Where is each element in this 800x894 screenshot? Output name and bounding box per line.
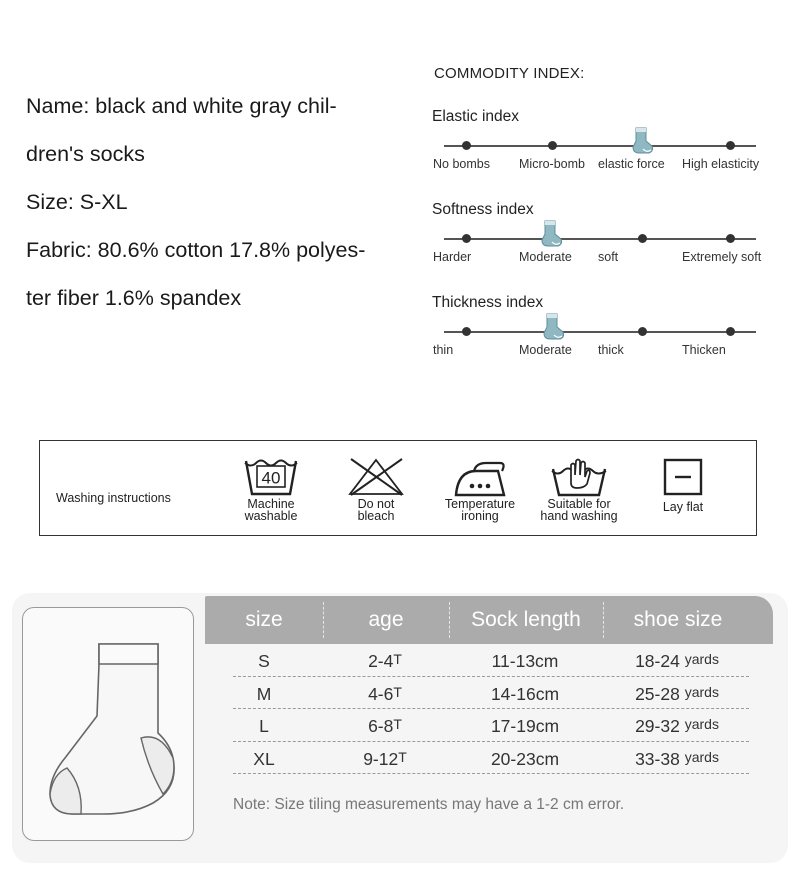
header-sock-length: Sock length xyxy=(471,608,581,631)
scale-label: Moderate xyxy=(519,343,572,357)
elastic-index xyxy=(432,108,792,188)
scale-dot xyxy=(726,141,735,150)
scale-label: thick xyxy=(598,343,624,357)
machine-wash-40-icon xyxy=(242,457,300,497)
scale-label: thin xyxy=(433,343,454,357)
size-table xyxy=(205,596,773,813)
index-scale-line xyxy=(444,238,756,240)
scale-label: No bombs xyxy=(433,157,490,171)
softness-index-name: Softness index xyxy=(432,201,534,218)
index-scale-line xyxy=(444,331,756,333)
cell-size: L xyxy=(259,716,269,736)
sock-marker-icon xyxy=(538,219,564,249)
scale-dot xyxy=(638,234,647,243)
cell-size: S xyxy=(258,651,270,671)
wash-item-machine xyxy=(236,457,306,522)
product-info-line: dren's socks xyxy=(26,142,145,166)
size-table-header xyxy=(205,596,773,644)
thickness-index xyxy=(432,294,792,374)
scale-label: High elasticity xyxy=(682,157,760,171)
scale-dot xyxy=(726,327,735,336)
scale-dot xyxy=(726,234,735,243)
cell-size: XL xyxy=(253,748,275,769)
sock-marker-icon xyxy=(629,126,655,156)
hand-wash-icon xyxy=(549,457,609,497)
cell-age: 4-6T xyxy=(368,683,402,704)
cell-shoe: 25-28 yards xyxy=(635,683,719,704)
wash-label: Machine washable xyxy=(244,497,298,523)
elastic-index-name: Elastic index xyxy=(432,108,520,125)
product-info-line: Fabric: 80.6% cotton 17.8% polyes- xyxy=(26,238,366,262)
no-bleach-icon xyxy=(346,457,406,497)
softness-index xyxy=(432,201,792,281)
header-size: size xyxy=(245,608,283,631)
cell-length: 17-19cm xyxy=(490,716,560,736)
sock-outline-icon xyxy=(23,608,193,840)
scale-label: Extremely soft xyxy=(682,250,762,264)
size-note: Note: Size tiling measurements may have a 1-2 cm error. xyxy=(233,796,625,813)
product-info-line: Name: black and white gray chil- xyxy=(26,94,337,118)
header-age: age xyxy=(368,608,404,631)
scale-dot xyxy=(462,234,471,243)
cell-size: M xyxy=(256,683,272,704)
washing-instructions xyxy=(39,440,757,536)
cell-length: 20-23cm xyxy=(490,748,560,769)
cell-length: 14-16cm xyxy=(490,683,560,704)
cell-shoe: 18-24 yards xyxy=(635,651,719,671)
thickness-index-name: Thickness index xyxy=(432,294,544,311)
wash-label: Do not bleach xyxy=(357,497,395,523)
scale-label: Micro-bomb xyxy=(519,157,585,171)
scale-dot xyxy=(462,327,471,336)
cell-length: 11-13cm xyxy=(491,651,559,671)
scale-dot xyxy=(548,141,557,150)
wash-item-lay-flat xyxy=(650,457,716,514)
wash-label: Temperature ironing xyxy=(444,497,516,523)
svg-text:40: 40 xyxy=(261,468,281,488)
washing-instructions-title: Washing instructions xyxy=(56,491,171,505)
scale-dot xyxy=(462,141,471,150)
wash-label: Suitable for hand washing xyxy=(540,497,618,523)
scale-dot xyxy=(638,327,647,336)
header-shoe-size: shoe size xyxy=(633,608,723,631)
sock-illustration xyxy=(22,607,194,841)
scale-label: elastic force xyxy=(598,157,665,171)
wash-item-bleach xyxy=(342,457,410,522)
sock-marker-icon xyxy=(540,312,566,342)
wash-item-iron xyxy=(434,457,526,522)
scale-label: Moderate xyxy=(519,250,572,264)
size-chart xyxy=(12,593,788,863)
table-row xyxy=(233,644,749,677)
scale-label: soft xyxy=(598,250,619,264)
cell-shoe: 29-32 yards xyxy=(635,716,719,736)
wash-label: Lay flat xyxy=(662,500,704,514)
product-info-line: ter fiber 1.6% spandex xyxy=(26,286,242,310)
cell-shoe: 33-38 yards xyxy=(635,748,719,769)
wash-item-hand xyxy=(532,457,626,522)
cell-age: 6-8T xyxy=(368,716,402,736)
table-row xyxy=(233,677,749,710)
iron-icon xyxy=(450,457,510,497)
cell-age: 9-12T xyxy=(363,748,407,769)
scale-label: Harder xyxy=(433,250,472,264)
index-scale-line xyxy=(444,145,756,147)
cell-age: 2-4T xyxy=(368,651,402,671)
table-row xyxy=(233,742,749,775)
product-info-line: Size: S-XL xyxy=(26,190,128,214)
product-info xyxy=(26,82,421,322)
table-row xyxy=(233,709,749,742)
scale-label: Thicken xyxy=(682,343,726,357)
lay-flat-icon xyxy=(661,457,705,497)
commodity-index-title: COMMODITY INDEX: xyxy=(434,65,585,82)
